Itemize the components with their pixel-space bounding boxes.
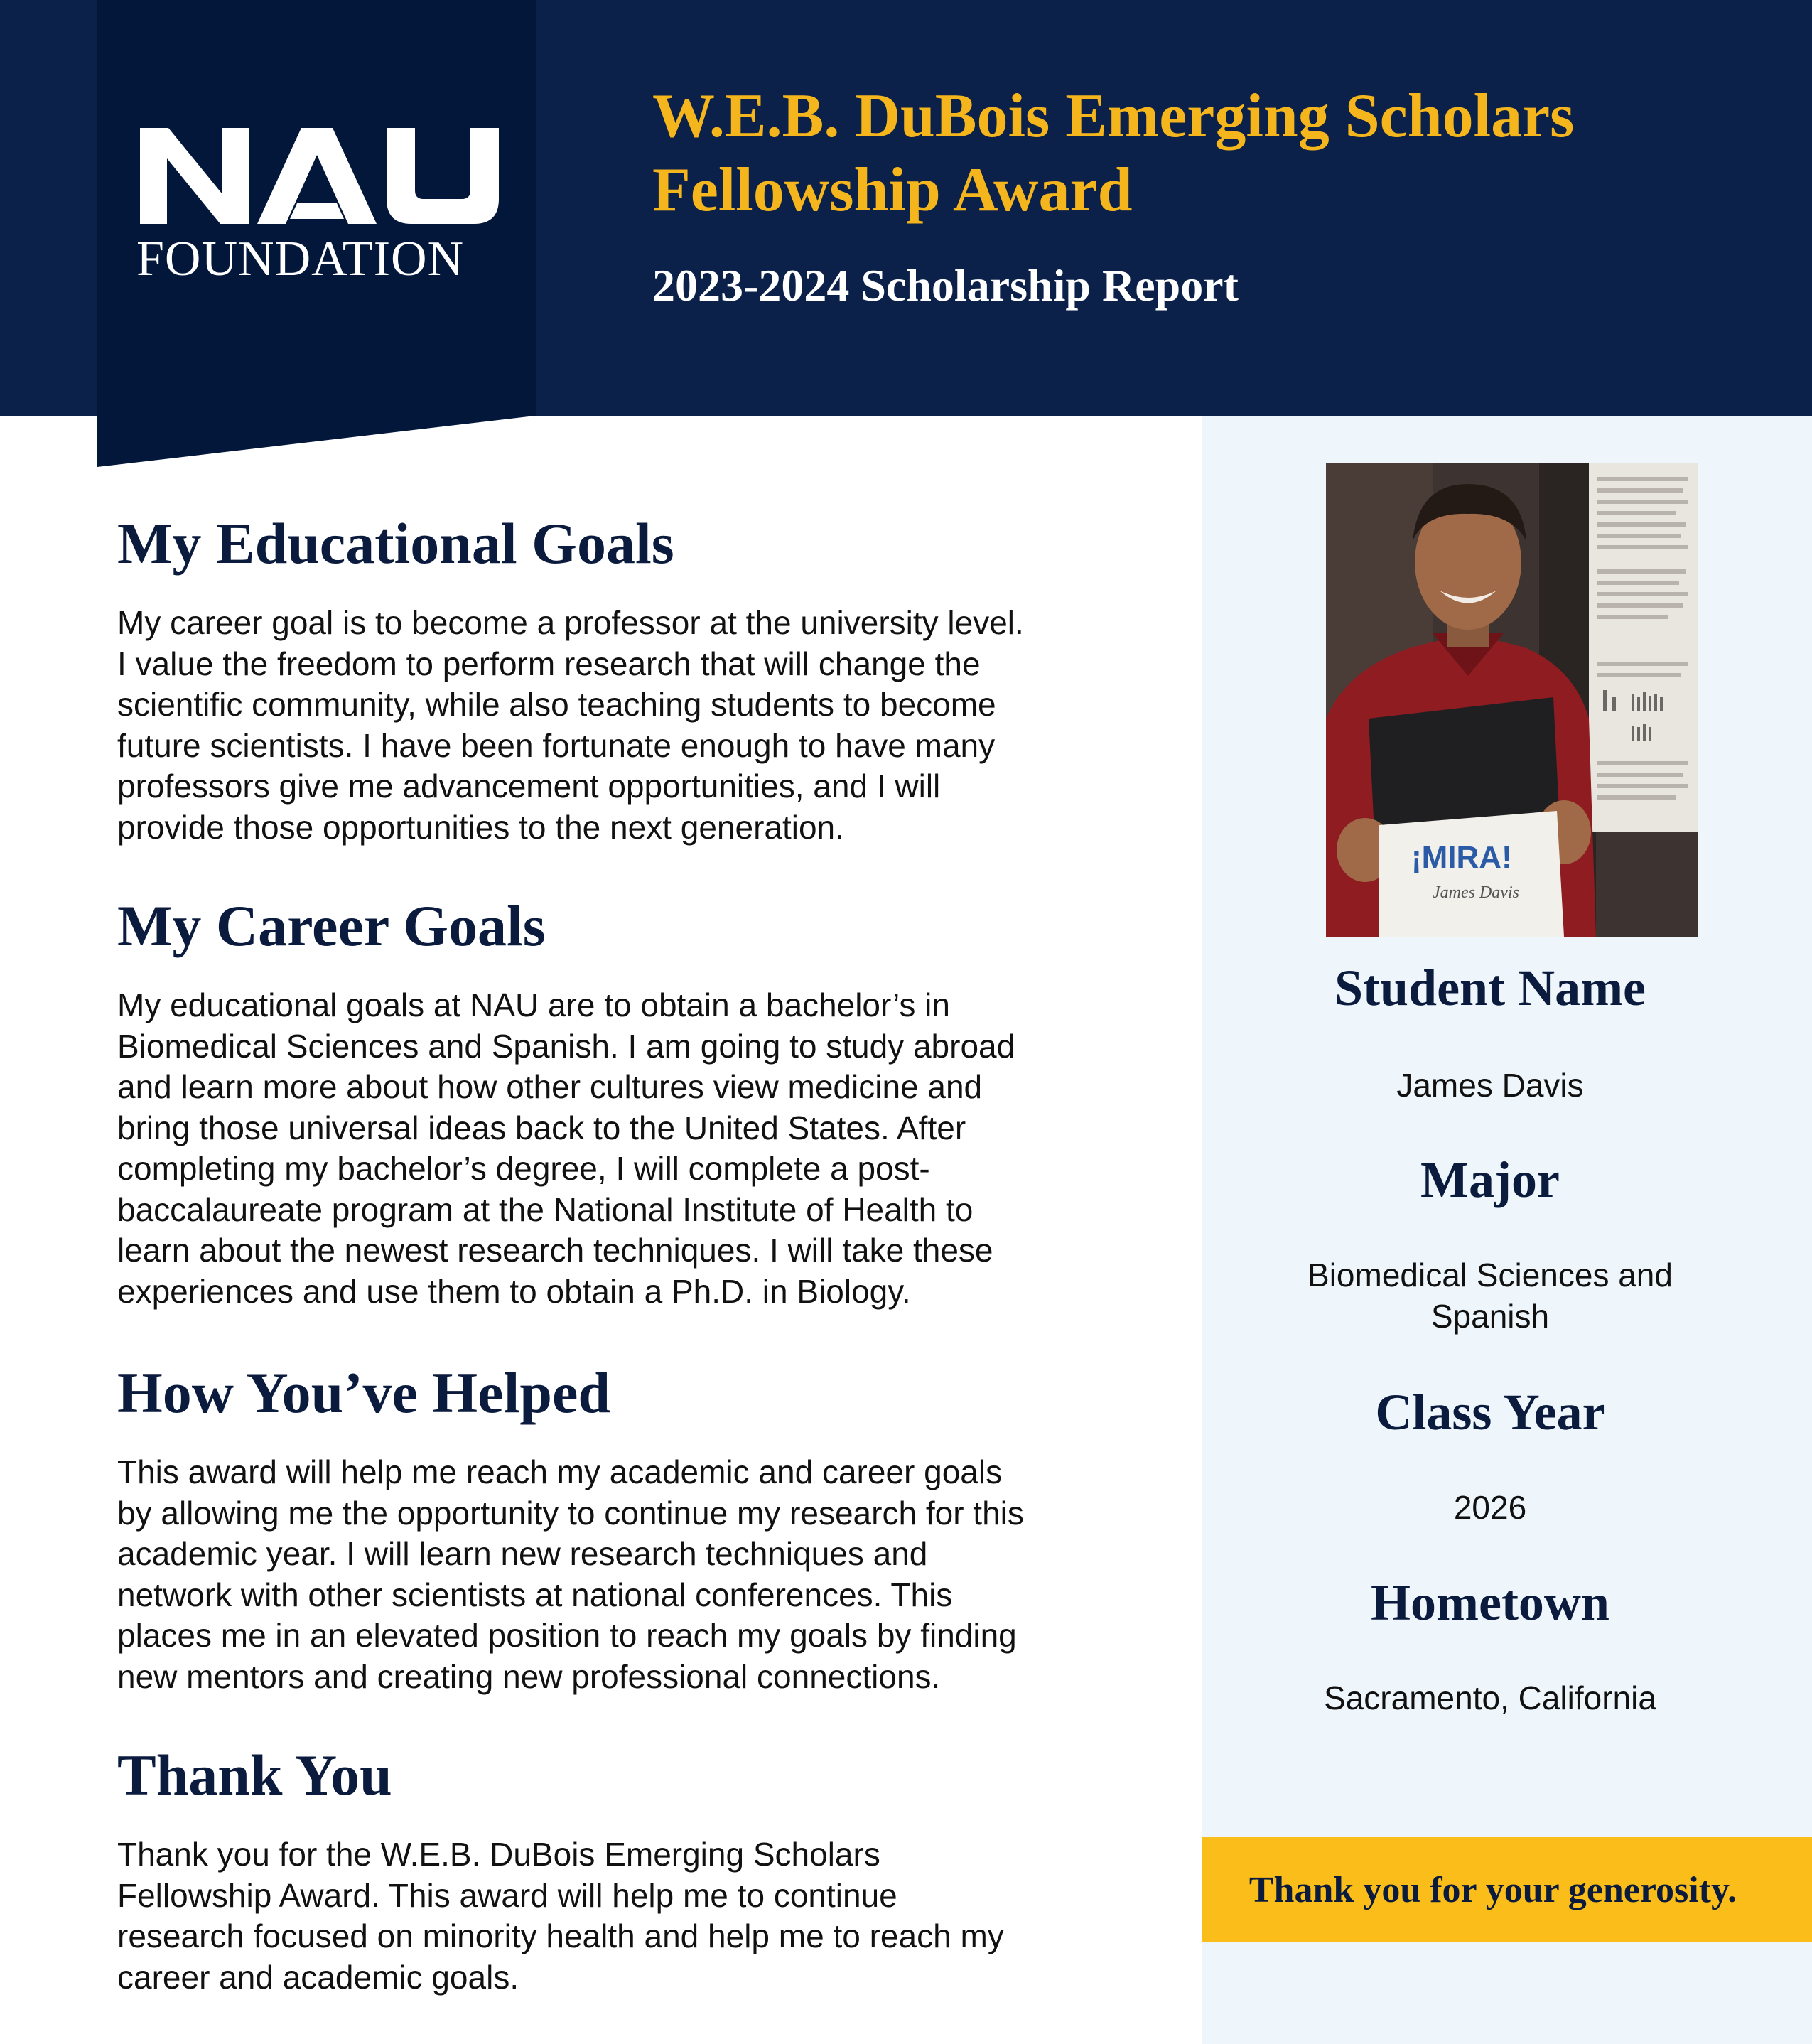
section-body: My educational goals at NAU are to obtain a bachelor’s in Biomedical Sciences and Spanish. I am going to study abroad and learn more about how other cultures view medicine and bring those universal ideas back to the United States. After completing my bachelor’s degree, I will complete a post- baccalaureate program at the National Institute of Health to learn about the newest research techniques. I will take these experiences and use them to obtain a Ph.D. in Biology. xyxy=(117,986,1015,1310)
nau-logo xyxy=(136,128,499,224)
thanks-banner xyxy=(1202,1837,1812,1942)
hometown-label: Hometown xyxy=(1371,1574,1609,1631)
student-name-label: Student Name xyxy=(1334,959,1646,1016)
section-body: Thank you for the W.E.B. DuBois Emerging Scholars Fellowship Award. This award will help me to continue research focused on minority health and help me to reach my career and academic goals. xyxy=(117,1836,1004,1996)
major-label: Major xyxy=(1420,1151,1560,1208)
student-photo-illustration xyxy=(1326,463,1698,937)
class-year-label: Class Year xyxy=(1375,1384,1605,1441)
section-educational-goals xyxy=(117,508,1126,848)
section-thank-you xyxy=(117,1740,1126,1998)
class-year-value: 2026 xyxy=(1453,1489,1527,1526)
photo-certificate-title: ¡MIRA! xyxy=(1411,840,1512,875)
photo-certificate-name: James Davis xyxy=(1433,883,1519,902)
section-body: This award will help me reach my academic and career goals by allowing me the opportunity to continue my research for this academic year. I will learn new research techniques and network with other scientists at national conferences. This places me in an elevated position to reach my goals by finding new mentors and creating new professional connections. xyxy=(117,1453,1024,1695)
title-line-2: Fellowship Award xyxy=(652,156,1133,225)
page-subtitle: 2023-2024 Scholarship Report xyxy=(652,260,1239,311)
section-body: My career goal is to become a professor at the university level. I value the freedom to perform research that will change the scientific community, while also teaching students to become future scientists. I have been fortunate enough to have many professors give me advancement opportunities, and I will provide those opportunities to the next generation. xyxy=(117,604,1024,846)
title-line-1: W.E.B. DuBois Emerging Scholars xyxy=(652,82,1575,151)
section-heading: Thank You xyxy=(117,1743,392,1807)
major-value: Biomedical Sciences and Spanish xyxy=(1307,1257,1673,1335)
section-heading: How You’ve Helped xyxy=(117,1360,610,1425)
section-how-youve-helped xyxy=(117,1357,1126,1697)
hometown-value: Sacramento, California xyxy=(1324,1679,1656,1716)
section-career-goals xyxy=(117,891,1126,1312)
section-heading: My Career Goals xyxy=(117,893,546,958)
student-photo xyxy=(1326,463,1698,937)
section-heading: My Educational Goals xyxy=(117,511,674,576)
logo-foundation-text: FOUNDATION xyxy=(136,232,465,286)
thanks-text: Thank you for your generosity. xyxy=(1249,1869,1737,1910)
student-name-value: James Davis xyxy=(1396,1067,1584,1104)
page-title xyxy=(652,80,1761,227)
